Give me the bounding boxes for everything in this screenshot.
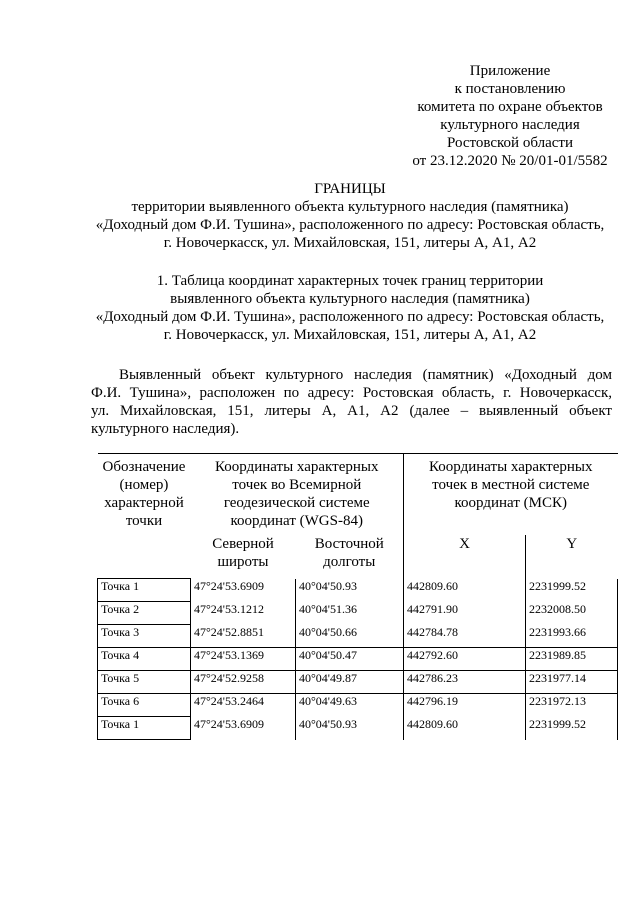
cell-east: 40°04'49.87 [296, 671, 404, 694]
description-paragraph [91, 366, 612, 438]
cell-point: Точка 5 [98, 671, 191, 694]
header-wgs: Координаты характерных точек во Всемирной геодезической системе координат (WGS-84) [191, 454, 404, 535]
section-heading [60, 272, 640, 344]
paragraph-line: ул. Михайловская, 151, литеры А, А1, А2 (далее – выявленный объект [91, 403, 612, 419]
cell-north: 47°24'53.1212 [191, 602, 296, 625]
section-line: г. Новочеркасск, ул. Михайловская, 151, литеры А, А1, А2 [163, 327, 537, 343]
title-heading: ГРАНИЦЫ [314, 181, 386, 197]
cell-x: 442809.60 [404, 717, 526, 740]
appendix-line: к постановлению [454, 81, 566, 97]
header-msk: Координаты характерных точек в местной системе координат (МСК) [404, 454, 618, 535]
cell-north: 47°24'53.2464 [191, 694, 296, 717]
cell-north: 47°24'52.9258 [191, 671, 296, 694]
cell-x: 442809.60 [404, 579, 526, 602]
cell-y: 2231989.85 [526, 648, 618, 671]
cell-x: 442786.23 [404, 671, 526, 694]
appendix-line: Приложение [469, 63, 551, 79]
cell-y: 2231993.66 [526, 625, 618, 648]
table-row [98, 694, 618, 717]
cell-y: 2231972.13 [526, 694, 618, 717]
appendix-line: от 23.12.2020 № 20/01-01/5582 [412, 153, 608, 169]
cell-east: 40°04'50.93 [296, 579, 404, 602]
header-point: Обозначение (номер) характерной точки [98, 454, 191, 579]
cell-east: 40°04'50.47 [296, 648, 404, 671]
cell-point: Точка 1 [98, 579, 191, 602]
appendix-line: комитета по охране объектов [417, 99, 603, 115]
cell-x: 442796.19 [404, 694, 526, 717]
appendix-note [380, 62, 640, 170]
cell-x: 442792.60 [404, 648, 526, 671]
cell-point: Точка 3 [98, 625, 191, 648]
cell-y: 2231999.52 [526, 717, 618, 740]
cell-point: Точка 6 [98, 694, 191, 717]
paragraph-line: Ф.И. Тушина», расположен по адресу: Ростовская область, г. Новочеркасск, [91, 385, 612, 401]
appendix-line: культурного наследия [440, 117, 580, 133]
header-x: X [404, 535, 526, 579]
header-north: Северной широты [212, 535, 274, 570]
cell-point: Точка 4 [98, 648, 191, 671]
table-header-row [98, 454, 618, 535]
cell-north: 47°24'53.6909 [191, 579, 296, 602]
paragraph-line: Выявленный объект культурного наследия (памятник) «Доходный дом [119, 367, 612, 383]
title-line: г. Новочеркасск, ул. Михайловская, 151, литеры А, А1, А2 [163, 235, 537, 251]
table-row [98, 579, 618, 602]
title-line: «Доходный дом Ф.И. Тушина», расположенного по адресу: Ростовская область, [95, 217, 605, 233]
cell-north: 47°24'53.1369 [191, 648, 296, 671]
cell-x: 442791.90 [404, 602, 526, 625]
appendix-line: Ростовской области [447, 135, 573, 151]
cell-east: 40°04'49.63 [296, 694, 404, 717]
cell-north: 47°24'53.6909 [191, 717, 296, 740]
table-row [98, 648, 618, 671]
cell-x: 442784.78 [404, 625, 526, 648]
cell-east: 40°04'50.93 [296, 717, 404, 740]
table-row [98, 717, 618, 740]
table-row [98, 602, 618, 625]
section-line: 1. Таблица координат характерных точек границ территории [156, 273, 544, 289]
cell-y: 2232008.50 [526, 602, 618, 625]
cell-north: 47°24'52.8851 [191, 625, 296, 648]
section-line: выявленного объекта культурного наследия (памятника) [170, 291, 530, 307]
cell-y: 2231999.52 [526, 579, 618, 602]
coordinates-table [97, 453, 618, 740]
section-line: «Доходный дом Ф.И. Тушина», расположенного по адресу: Ростовская область, [95, 309, 605, 325]
paragraph-line: культурного наследия). [91, 421, 240, 437]
table-row [98, 671, 618, 694]
header-y: Y [526, 535, 618, 579]
cell-point: Точка 2 [98, 602, 191, 625]
cell-point: Точка 1 [98, 717, 191, 740]
cell-east: 40°04'50.66 [296, 625, 404, 648]
title-line: территории выявленного объекта культурного наследия (памятника) [131, 199, 569, 215]
table-row [98, 625, 618, 648]
cell-y: 2231977.14 [526, 671, 618, 694]
document-title [60, 180, 640, 252]
header-east: Восточной долготы [314, 535, 384, 570]
cell-east: 40°04'51.36 [296, 602, 404, 625]
